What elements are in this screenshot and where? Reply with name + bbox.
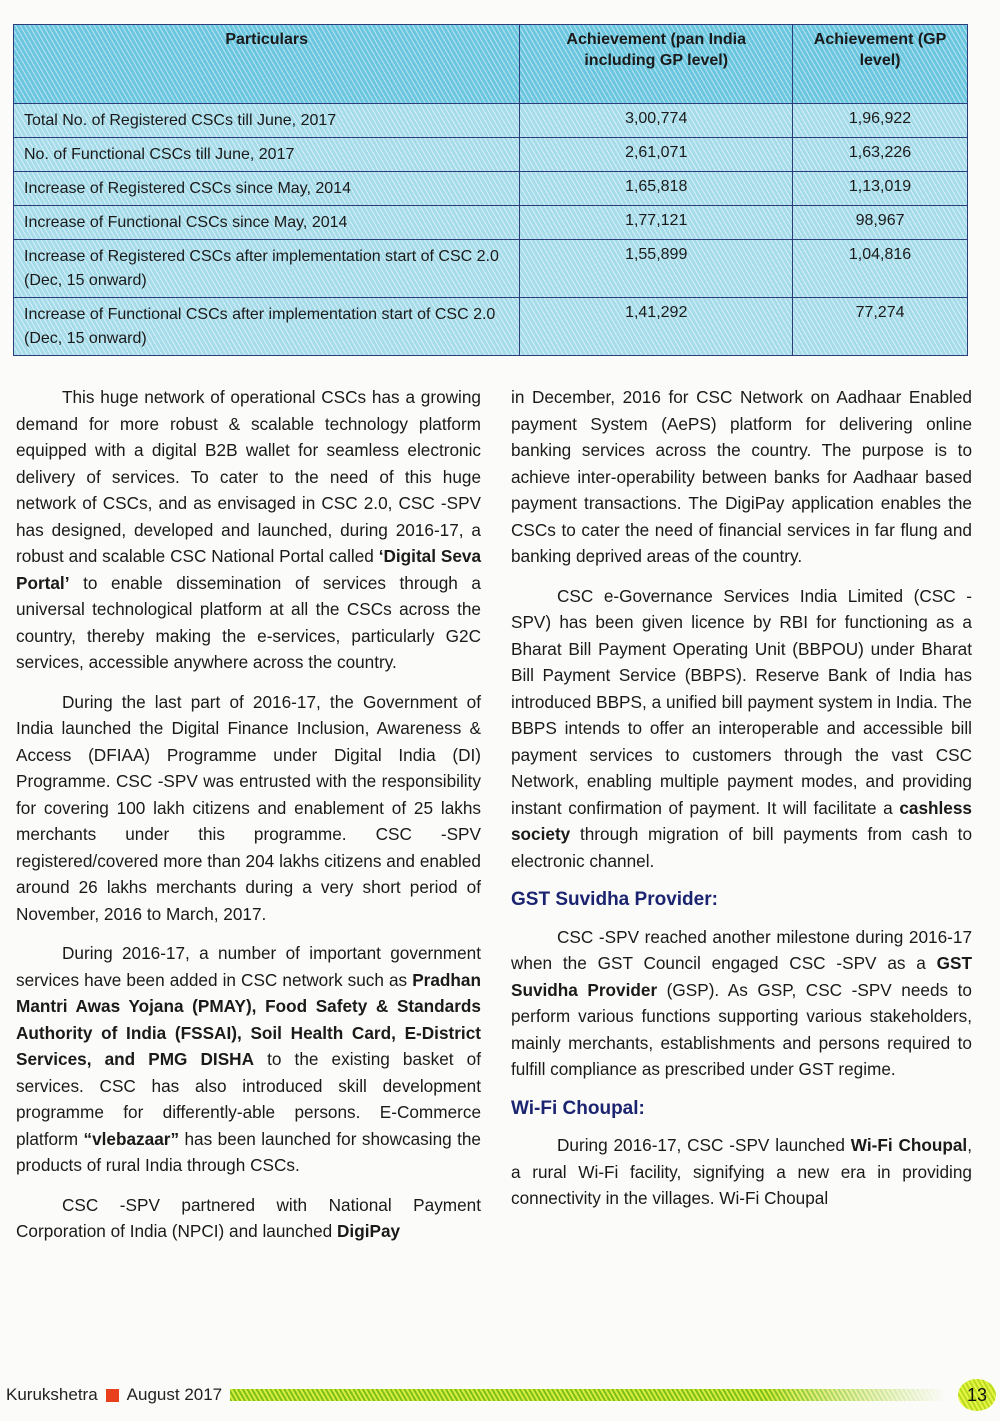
row-gp-level-value: 98,967 [793, 206, 968, 240]
paragraph-bbps [511, 583, 972, 875]
text: through migration of bill payments from cash to electronic channel. [511, 824, 972, 871]
row-particular: Increase of Registered CSCs since May, 2014 [14, 172, 520, 206]
row-particular: Increase of Registered CSCs after implementation start of CSC 2.0 (Dec, 15 onward) [14, 240, 520, 298]
heading-gst-suvidha-provider: GST Suvidha Provider: [511, 889, 718, 910]
paragraph-digipay [16, 1192, 481, 1245]
text: , a rural Wi-Fi facility, signifying a new era in providing connectivity in the villages. Wi-Fi Choupal [511, 1135, 972, 1208]
table-row [14, 104, 968, 138]
paragraph-government-services [16, 940, 481, 1179]
table-row [14, 172, 968, 206]
text: to enable dissemination of services through a universal technological platform at all the CSCs across the country, thereby making the e-services, particularly G2C services, accessible anywhere across the country. [16, 572, 481, 672]
left-text-column [16, 384, 481, 1258]
bold-digipay: DigiPay [337, 1221, 401, 1241]
bold-cashless-society: cashless society [511, 797, 972, 844]
decorative-stripe-bar [230, 1389, 946, 1401]
bold-services-list: Pradhan Mantri Awas Yojana (PMAY), Food Safety & Standards Authority of India (FSSAI), Soil Health Card, E-District Services, and PMG DISHA [16, 969, 481, 1069]
row-pan-india-value: 1,55,899 [520, 240, 793, 298]
text: During 2016-17, a number of important government services have been added in CSC network such as [16, 943, 481, 990]
table-row [14, 240, 968, 298]
text: CSC -SPV reached another milestone during 2016-17 when the GST Council engaged CSC -SPV as a [511, 926, 972, 973]
bold-gsp: GST Suvidha Provider [511, 953, 972, 1000]
header-gp-level: Achievement (GP level) [793, 25, 968, 104]
row-particular: Increase of Functional CSCs since May, 2014 [14, 206, 520, 240]
row-pan-india-value: 2,61,071 [520, 138, 793, 172]
text: CSC e-Governance Services India Limited (CSC -SPV) has been given licence by RBI for functioning as a Bharat Bill Payment Operating Unit (BBPOU) under Bharat Bill Payment Service (BBPS). Reserve Bank of India has introduced BBPS, a unified bill payment system in India. The BBPS intends to offer an interoperable and accessible bill payment services to customers through the vast CSC Network, enabling multiple payment modes, and providing instant confirmation of payment. It will facilitate a [511, 585, 972, 818]
row-particular: Total No. of Registered CSCs till June, 2017 [14, 104, 520, 138]
row-gp-level-value: 1,96,922 [793, 104, 968, 138]
table-row [14, 298, 968, 356]
right-text-column [511, 384, 972, 1225]
row-pan-india-value: 1,77,121 [520, 206, 793, 240]
table-row [14, 206, 968, 240]
text: CSC -SPV partnered with National Payment Corporation of India (NPCI) and launched [16, 1194, 481, 1241]
bold-digital-seva-portal: ‘Digital Seva Portal’ [16, 546, 481, 593]
table-row [14, 138, 968, 172]
paragraph-dfiaa: During the last part of 2016-17, the Government of India launched the Digital Finance Inclusion, Awareness & Access (DFIAA) Programme under Digital India (DI) Programme. CSC -SPV was entrusted with the responsibility for covering 100 lakh citizens and enablement of 25 lakhs merchants under this programme. CSC -SPV registered/covered more than 204 lakhs citizens and enabled around 26 lakhs merchants during a very short period of November, 2016 to March, 2017. [16, 691, 481, 924]
text: (GSP). As GSP, CSC -SPV needs to perform various functions supporting various stakeholders, mainly merchants, establishments and persons required to fulfill compliance as prescribed under GST regime. [511, 979, 972, 1079]
text: This huge network of operational CSCs has a growing demand for more robust & scalable technology platform equipped with a digital B2B wallet for seamless electronic delivery of services. To cater to the need of this huge network of CSCs, and as envisaged in CSC 2.0, CSC -SPV has designed, developed and launched, during 2016-17, a robust and scalable CSC National Portal called [16, 387, 481, 566]
text: During 2016-17, CSC -SPV launched [557, 1135, 851, 1155]
issue-date: August 2017 [126, 1385, 223, 1404]
row-particular: Increase of Functional CSCs after implementation start of CSC 2.0 (Dec, 15 onward) [14, 298, 520, 356]
page-footer [6, 1380, 996, 1410]
paragraph-digital-seva-portal [16, 384, 481, 676]
table-header-row [14, 25, 968, 104]
header-pan-india: Achievement (pan India including GP level) [520, 25, 793, 104]
red-square-icon [106, 1389, 119, 1402]
paragraph-gst [511, 924, 972, 1083]
heading-wifi-choupal: Wi-Fi Choupal: [511, 1097, 645, 1119]
row-particular: No. of Functional CSCs till June, 2017 [14, 138, 520, 172]
bold-vlebazaar: “vlebazaar” [83, 1128, 180, 1149]
magazine-name: Kurukshetra [6, 1385, 98, 1404]
bold-wifi-choupal: Wi-Fi Choupal [850, 1135, 968, 1155]
row-gp-level-value: 1,04,816 [793, 240, 968, 298]
row-gp-level-value: 77,274 [793, 298, 968, 356]
text: has been launched for showcasing the products of rural India through CSCs. [16, 1128, 481, 1175]
paragraph-wifi-choupal [511, 1132, 972, 1212]
row-pan-india-value: 3,00,774 [520, 104, 793, 138]
paragraph-aeps: in December, 2016 for CSC Network on Aadhaar Enabled payment System (AePS) platform for delivering online banking services across the country. The purpose is to achieve inter-operability between banks for Aadhaar based payment transactions. The DigiPay application enables the CSCs to cater the need of financial services in far flung and banking deprived areas of the country. [511, 387, 972, 566]
header-particulars: Particulars [14, 25, 520, 104]
page-number: 13 [958, 1379, 996, 1411]
text: to the existing basket of services. CSC has also introduced skill development programme for differently-able persons. E-Commerce platform [16, 1049, 481, 1149]
row-gp-level-value: 1,13,019 [793, 172, 968, 206]
csc-achievement-table [13, 24, 968, 356]
row-gp-level-value: 1,63,226 [793, 138, 968, 172]
row-pan-india-value: 1,41,292 [520, 298, 793, 356]
row-pan-india-value: 1,65,818 [520, 172, 793, 206]
